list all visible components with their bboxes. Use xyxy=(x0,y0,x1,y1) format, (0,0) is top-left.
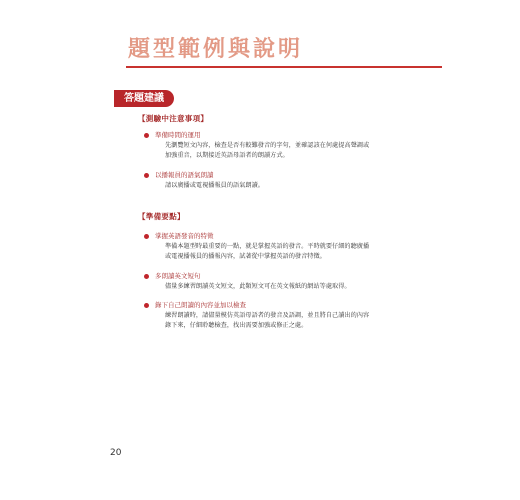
item-title: 準備時間的運用 xyxy=(155,131,201,139)
bullet-icon xyxy=(144,274,149,279)
list-item xyxy=(155,301,415,330)
item-body xyxy=(155,242,415,261)
item-body xyxy=(155,311,415,330)
list-item xyxy=(155,131,415,160)
item-title: 多朗讀英文短句 xyxy=(155,272,201,280)
bullet-icon xyxy=(144,173,149,178)
bullet-icon xyxy=(144,234,149,239)
item-line: 或電視播報員的播報內容，試著從中掌握英語的發音特徵。 xyxy=(165,252,326,260)
bullet-icon xyxy=(144,133,149,138)
item-line: 練習朗讀時，請儘量模仿英語母語者的發音及語調，並且將自己讀出的內容 xyxy=(165,312,370,319)
bullet-icon xyxy=(144,303,149,308)
item-title: 以播報員的語氣朗讀 xyxy=(155,171,214,179)
page-title: 題型範例與說明 xyxy=(128,36,304,62)
item-title: 掌握英語發音的特徵 xyxy=(155,232,214,240)
group-heading-notes: 【測驗中注意事項】 xyxy=(138,114,209,123)
section-label: 答題建議 xyxy=(114,90,174,107)
item-body xyxy=(155,282,415,292)
list-item xyxy=(155,232,415,261)
item-line: 準備本題型時最重要的一點，就是掌握英語的發音。平時就要仔細的聽廣播 xyxy=(165,243,370,250)
group-heading-preparation: 【準備要點】 xyxy=(138,212,185,221)
list-item xyxy=(155,171,415,191)
item-line: 錄下來，仔細聆聽檢查，找出需要加強或修正之處。 xyxy=(165,321,308,329)
title-divider xyxy=(126,66,442,68)
item-body xyxy=(155,181,415,191)
item-title: 錄下自己朗讀的內容並加以檢查 xyxy=(155,301,246,309)
item-line: 儘量多練習朗讀英文短文，此類短文可在英文報紙的網站等處取得。 xyxy=(165,283,351,290)
list-item xyxy=(155,272,415,292)
item-line: 加強重音，以期接近英語母語者的朗讀方式。 xyxy=(165,151,289,159)
item-line: 請以廣播或電視播報員的語氣朗讀。 xyxy=(165,182,264,189)
page-number: 20 xyxy=(110,448,122,458)
item-body xyxy=(155,141,415,160)
item-line: 先瀏覽短文內容，檢查是否有較難發音的字句，並確認該在何處提高聲調或 xyxy=(165,142,370,149)
